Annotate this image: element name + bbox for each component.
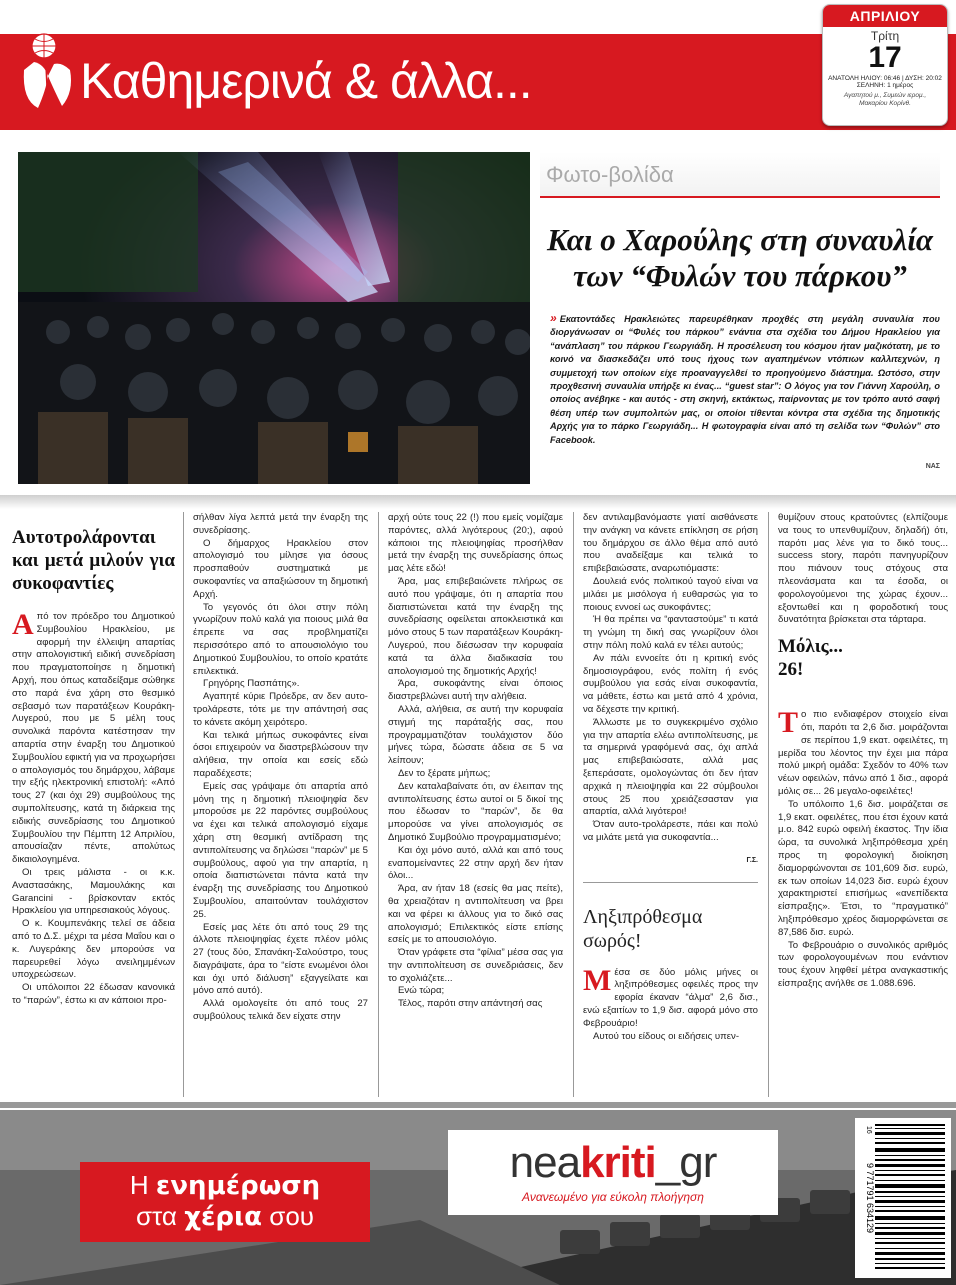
dropcap: Τ xyxy=(778,706,799,740)
article-paragraph: Άρα, μας επιβεβαιώνετε πλήρως σε αυτό που γράψαμε, ότι η απαρτία που διαπιστώνεται κατά την έναρξη της συνεδρίασης οφείλεται αποκλειστικά και μόνο στους 5 των παρατάξεων Κουράκη-Λυγερού, που διέσωσαν την κορυφαία κατά τα άλλα διαδικασία του απολογισμού της δημοτικής Αρχής! xyxy=(388,575,563,677)
column-rule xyxy=(573,512,574,1097)
date-calendar xyxy=(822,4,948,126)
article-paragraph: Ή θα πρέπει να “φανταστούμε” τι κατά τη γνώμη τη δική σας γνωρίζουν όλοι στην πόλη πολύ καλά εν τέλει αυτούς; xyxy=(583,614,758,651)
article-paragraph: Αν πάλι εννοείτε ότι η κριτική ενός δημοσιογράφου, ενός πολίτη ή ενός συμβούλου για εσάς είναι συκοφαντία, να μάθετε, έστω και μετά από 4 χρόνια, να δέχεστε την κριτική. xyxy=(583,652,758,715)
article-paragraph xyxy=(12,608,175,867)
article-divider xyxy=(583,882,758,883)
article-paragraph: Ο δήμαρχος Ηρακλείου στον απολογισμό του μίλησε για όσους προσπαθούν συστηματικά με συκοφαντίες να απαξιώσουν τη δημοτική Αρχή. xyxy=(193,537,368,600)
article-paragraph: θυμίζουν στους κρατούντες (ελπίζουμε να τους το υπενθυμίζουν, δηλαδή) ότι, παρότι μας λένε για το δικό τους... success story, παρότι πανηγυρίζουν που πιάνουν τους στόχους στα πλεονάσματα και τα έσοδα, οι φορολογούμενοι της χώρας έχουν... εξοντωθεί και η φοροδοτική τους δυνατότητα βρίσκεται στα τάρταρα. xyxy=(778,512,948,626)
barcode xyxy=(855,1118,951,1278)
globe-pen-logo-icon xyxy=(18,30,78,110)
article-paragraph: Δουλειά ενός πολιτικού ταγού είναι να μιλάει με μισόλογα ή ευθαρσώς για το ποιους εννοεί ως συκοφάντες; xyxy=(583,575,758,613)
article-paragraph: Όταν αυτο-τρολάρεστε, πάει και πολύ να μιλάτε μετά για συκοφαντία... xyxy=(583,819,758,843)
article-paragraph: Δεν το ξέρατε μήπως; xyxy=(398,767,491,779)
calendar-names-line-2: Μακαρίου Κορίνθ. xyxy=(859,100,911,107)
article-paragraph: Το υπόλοιπο 1,6 δισ. μοιράζεται σε 1,9 εκατ. οφειλέτες, που έτσι έχουν κατά μ.ο. 842 ευρώ οφειλή έκαστος. Την ίδια ώρα, τα συνολικά ληξιπρόθεσμα χρέη προς τη φορολογική διοίκηση διαμορφώνονται σε 101,609 δισ. ευρώ, εκ των οποίων 14,023 δισ. ευρώ έχουν χαρακτηριστεί επισήμως «ανεπίδεκτα είσπραξης». Έτσι, το “πραγματικό” ληξιπρόθεσμο χρέος διαμορφώνεται σε 87,586 δισ. ευρώ. xyxy=(778,798,948,938)
photo-feature xyxy=(540,152,940,482)
article-paragraph: Άρα, αν ήταν 18 (εσείς θα μας πείτε), θα χρειαζόταν η αντιπολίτευση να βρει και να φέρει κι άλλους για το δικό σας απολογισμό; Επιλεκτικός είστε επίσης εσείς με το απουσιολόγιο. xyxy=(388,883,563,946)
logo-part-accent: kriti xyxy=(580,1138,656,1187)
calendar-name-days xyxy=(823,92,947,108)
article-paragraph: Το Φεβρουάριο ο συνολικός αριθμός των φορολογουμένων που ενάντιον τους έχουν ληφθεί μέτρα αναγκαστικής είσπραξης ανήλθε σε 1.088.696. xyxy=(778,939,948,989)
dropcap: Μ xyxy=(583,963,612,997)
article-paragraph: αρχή ούτε τους 22 (!) που εμείς νομίζαμε παρόντες, αλλά λιγότερους (20;), αφού κάποιοι της πλειοψηφίας προσήλθαν μετά την έναρξη της συνεδρίασης όπως μας λέτε εδώ! xyxy=(388,512,563,575)
concert-photo xyxy=(18,152,530,484)
brand-title: Καθημερινά & άλλα... xyxy=(80,53,532,109)
paragraph-text: έσα σε δύο μόλις μήνες οι ληξιπρόθεσμες οφειλές προς την εφορία έκαναν “άλμα” 2,6 δισ., ενώ εξαιτίων το 1,9 δισ. αφορά μόνο στο Φεβρουάριο! xyxy=(583,966,758,1029)
article-paragraph: Και τελικά μήπως συκοφάντες είναι όσοι επιχειρούν να διαστρεβλώσουν την αλήθεια, την οποία και εσείς εδώ παραδέχεστε; xyxy=(193,729,368,779)
column-rule xyxy=(183,512,184,1097)
section-divider xyxy=(0,495,956,509)
feature-kicker: Φωτο-βολίδα xyxy=(540,152,940,198)
article-paragraph: Όταν γράφετε στα “φίλια” μέσα σας για την αντιπολίτευση σε συνεδριάσεις, δεν το σχολιάζετε... xyxy=(388,947,563,984)
logo-part: nea xyxy=(509,1138,581,1187)
feature-title-line-1: Και ο Χαρούλης στη συναυλία xyxy=(546,222,934,257)
calendar-weekday: Τρίτη xyxy=(870,29,900,43)
article-paragraph xyxy=(583,963,758,1031)
feature-body-text: Εκατοντάδες Ηρακλειώτες παρευρέθηκαν προχθές στη μεγάλη συναυλία που διοργάνωσαν οι “Φυλές του πάρκου” ενάντια στα σχέδια του Δήμου Ηρακλείου για “ανάπλαση” του πάρκου Γεωργιάδη. Η προσέλευση του κόσμου ήταν μαζικότατη, με το κοινό να διασκεδάζει υπό τους ήχους των αγαπημένων ντόπιων καλλιτεχνών, η συμμετοχή των οποίων είχε προαναγγελθεί το προηγούμενο διάστημα. Ωστόσο, στην προχθεσινή συναυλία υπήρξε κι ένας... “guest star”: Ο λόγος για τον Γιάννη Χαρούλη, ο οποίος ανέβηκε - και αυτός - στη σκηνή, εκτάκτως, παίρνοντας με τον τρόπο αυτό σαφή θέση υπέρ των συμπολιτών μας, οι οποίοι τίθενται κόντρα στα σχέδια της δημοτικής Αρχής για το πάρκο Γεωργιάδη... Η φωτογραφία είναι από τη σελίδα των “Φυλών” στο Facebook. xyxy=(550,314,940,445)
article-paragraph: Εσείς μας λέτε ότι από τους 29 της άλλοτε πλειοψηφίας έχετε πλέον μόλις 27 (τους δύο, Σπανάκη-Σαλούστρο, τους διαγράψατε, άρα το “είστε ενωμένοι όλοι και όχι υπό διάλυση” εξαγγείλατε και μόνο από αυτό). xyxy=(193,921,368,997)
calendar-sun-times: ΑΝΑΤΟΛΗ ΗΛΙΟΥ: 06:46 | ΔΥΣΗ: 20:02 xyxy=(828,75,942,82)
slogan-word: σου xyxy=(269,1201,315,1231)
barcode-number: 9 771791 634129 xyxy=(865,1162,875,1234)
article-paragraph: Δεν καταλαβαίνατε ότι, αν έλειπαν της αντιπολίτευσης έστω αυτοί οι 5 δικοί της που έδωσαν το “παρών”, δε θα μπορούσε να γίνει απολογισμός σε Δημοτικό Συμβούλιο προγραμματισμένο; xyxy=(388,780,563,843)
paragraph-text: ο πιο ενδιαφέρον στοιχείο είναι ότι, παρότι τα 2,6 δισ. μοιράζονται σε περίπου 1,9 εκατ. οφειλέτες, τη μερίδα του λέοντος την έχει μια πάρα πολύ μικρή ομάδα: Σχεδόν το 40% των νέων οφειλών, πάνω από 1 δισ., αφορά μόλις σε... 26 μεγαλο-οφειλέτες! xyxy=(778,709,948,797)
feature-title xyxy=(540,222,940,294)
slogan-word: Η xyxy=(129,1170,149,1200)
ad-slogan-line-1 xyxy=(80,1170,370,1201)
neakriti-advertisement[interactable] xyxy=(0,1110,956,1285)
calendar-month: ΑΠΡΙΛΙΟΥ xyxy=(823,5,947,27)
article-paragraph: σήλθαν λίγα λεπτά μετά την έναρξη της συνεδρίασης. xyxy=(193,512,368,536)
neakriti-logo xyxy=(448,1136,778,1190)
article-paragraph: Τέλος, παρότι στην απάντησή σας xyxy=(398,998,543,1010)
double-arrow-icon: » xyxy=(550,311,557,325)
concert-crowd-image xyxy=(18,152,530,484)
ad-slogan-box xyxy=(80,1162,370,1242)
article-paragraph xyxy=(778,706,948,799)
slogan-word: στα xyxy=(135,1201,177,1231)
article-column-2 xyxy=(193,512,368,1097)
ad-logo-box[interactable] xyxy=(448,1130,778,1215)
dropcap: Α xyxy=(12,608,34,641)
article-column-5 xyxy=(778,512,948,1097)
logo-part: _gr xyxy=(655,1138,717,1187)
slogan-word-bold: ενημέρωση xyxy=(155,1171,321,1201)
column-rule xyxy=(378,512,379,1097)
article-paragraph: Εμείς σας γράψαμε ότι απαρτία από μόνη της η δημοτική πλειοψηφία δεν μπορούσε με 22 παρόντες συμβούλους να έχει και τελικά απολογισμό είχαμε χάρη στη θεσμική αντίδραση της αντιπολίτευσης να δηλώσει “παρών” με 5 συμβούλους, αφού για την απαρτία, η οποία διαπιστώνεται πάντα κατά την έναρξη της συνεδρίασης του Δημοτικού Συμβουλίου, απαιτούνταν τουλάχιστον 25. xyxy=(193,780,368,920)
calendar-names-line-1: Αγαπητού μ., Συμεών ιερομ., xyxy=(843,92,927,99)
article-column-1 xyxy=(12,512,175,1097)
article-paragraph: Άρα, συκοφάντης είναι όποιος διαστρεβλώνει αυτή την αλήθεια. xyxy=(388,678,563,703)
feature-body xyxy=(540,312,940,447)
article-paragraph: Και όχι μόνο αυτό, αλλά και από τους εναπομείναντες 22 στην αρχή δεν ήταν όλοι... xyxy=(388,844,563,882)
masthead xyxy=(0,0,956,132)
article-paragraph: Αγαπητέ κύριε Πρόεδρε, αν δεν αυτο-τρολάρεστε, τότε με την απάντησή σας το κάνετε ακόμη χειρότερο. xyxy=(193,691,368,728)
article-paragraph: Το γεγονός ότι όλοι στην πόλη γνωρίζουν πολύ καλά για ποιους μιλά θα έπρεπε να σας προβληματίζει περισσότερο από το απουσιολόγιο του Δημοτικού Συμβουλίου, το οποίο κρατάτε επιλεκτικά. xyxy=(193,601,368,677)
article-paragraph: Ο κ. Κουμπενάκης τελεί σε άδεια από το Δ.Σ. μέχρι τα μέσα Μαΐου και ο κ. Λυγεράκης δεν μπορούσε να παρευρεθεί λόγω ανειλημμένων υποχρεώσεων. xyxy=(12,918,175,981)
barcode-icon xyxy=(855,1118,951,1278)
calendar-moon: ΣΕΛΗΝΗ: 1 ημέρος xyxy=(856,82,914,89)
article-paragraph: Αυτού του είδους οι ειδήσεις υπεν- xyxy=(593,1030,740,1042)
photo-credit: ΝΑΣ xyxy=(925,463,940,470)
slogan-word-bold: χέρια xyxy=(184,1202,263,1232)
article-headline: Αυτοτρολάρονται και μετά μιλούν για συκοφαντίες xyxy=(12,527,175,594)
article-paragraph: Άλλωστε με το συγκεκριμένο σχόλιο για την απαρτία ελέω αντιπολίτευσης, με τα σημερινά γραφόμενά σας, όχι απλά μας επιβεβαιώσατε, αλλά μας ξεπεράσατε, ομολογώντας ότι δεν ήταν αρχικά η πλειοψηφία και 22 σύμβουλοι στους 25 που χρειάζεσασταν για απαρτία, αλλά λιγότεροι! xyxy=(583,716,758,818)
article-paragraph: δεν αντιλαμβανόμαστε γιατί αισθάνεστε την ανάγκη να κάνετε επίκληση σε ρήση του δημάρχου σε άλλο θέμα από αυτό που αναδείξαμε και τελικά το επιβεβαιώσατε, αναρωτιόμαστε: xyxy=(583,512,758,575)
paragraph-text: πό τον πρόεδρο του Δημοτικού Συμβουλίου Ηρακλείου, με αφορμή την έλλειψη απαρτίας στην απολογιστική ειδική συνεδρίαση που πραγματοποίησε η δημοτική Αρχή, που όπως καταδείξαμε σώθηκε στο παρά ένα χάρη στο θεσμικό σεβασμό των παρατάξεων Κουράκη-Λυγερού, που με 5 μέλη τους συνολικά παρόντα κατέστησαν την απαρτία στην έναρξη του Δημοτικού Συμβουλίου εφικτή για να προχωρήσει ο απολογισμός του δημάρχου, λάβαμε την εξής ηλεκτρονική επιστολή: «Από τους 27 (και όχι 29) συμβούλους της συμπολίτευσης, κατά τη διάρκεια της ειδικής συνεδρίασης του Δημοτικού Συμβουλίου την Πέμπτη 12 Απριλίου, απουσίαζαν πέντε, απολύτως δικαιολογημένα. xyxy=(12,611,175,866)
issue-code: 16 xyxy=(865,1126,872,1134)
ad-tagline: Ανανεωμένο για εύκολη πλοήγηση xyxy=(522,1190,704,1204)
article-column-3 xyxy=(388,512,563,1097)
ad-divider xyxy=(0,1102,956,1108)
article-paragraph: Αλλά ομολογείτε ότι από τους 27 συμβούλους τελικά δεν είχατε στην xyxy=(193,998,368,1023)
article-paragraph: Οι τρεις μάλιστα - οι κ.κ. Αναστασάκης, Μαμουλάκης και Garancini - βρίσκονταν εκτός Ηρακλείου για υπηρεσιακούς λόγους. xyxy=(12,866,175,917)
feature-title-line-2: των “Φυλών του πάρκου” xyxy=(573,258,907,293)
article-paragraph: Ενώ τώρα; xyxy=(398,985,445,997)
author-signature: Γ.Σ. xyxy=(746,856,758,864)
calendar-day: 17 xyxy=(868,41,902,74)
subhead-overdue: Ληξιπρόθεσμα σωρός! xyxy=(583,905,703,952)
article-column-4 xyxy=(583,512,758,1097)
article-paragraph: Αλλά, αλήθεια, σε αυτή την κορυφαία στιγμή της παράταξής σας, που προγραμματιζόταν τουλάχιστον δύο μήνες τώρα, δώσατε άδεια σε 5 να λείπουν; xyxy=(388,703,563,767)
article-paragraph: Οι υπόλοιποι 22 έδωσαν κανονικά το “παρών”, έστω κι αν κάποιοι προ- xyxy=(12,982,175,1006)
column-rule xyxy=(768,512,769,1097)
article-paragraph: Γρηγόρης Πασπάτης». xyxy=(203,678,300,690)
ad-slogan-line-2 xyxy=(80,1201,370,1232)
subhead-just-26: Μόλις... 26! xyxy=(778,636,843,681)
